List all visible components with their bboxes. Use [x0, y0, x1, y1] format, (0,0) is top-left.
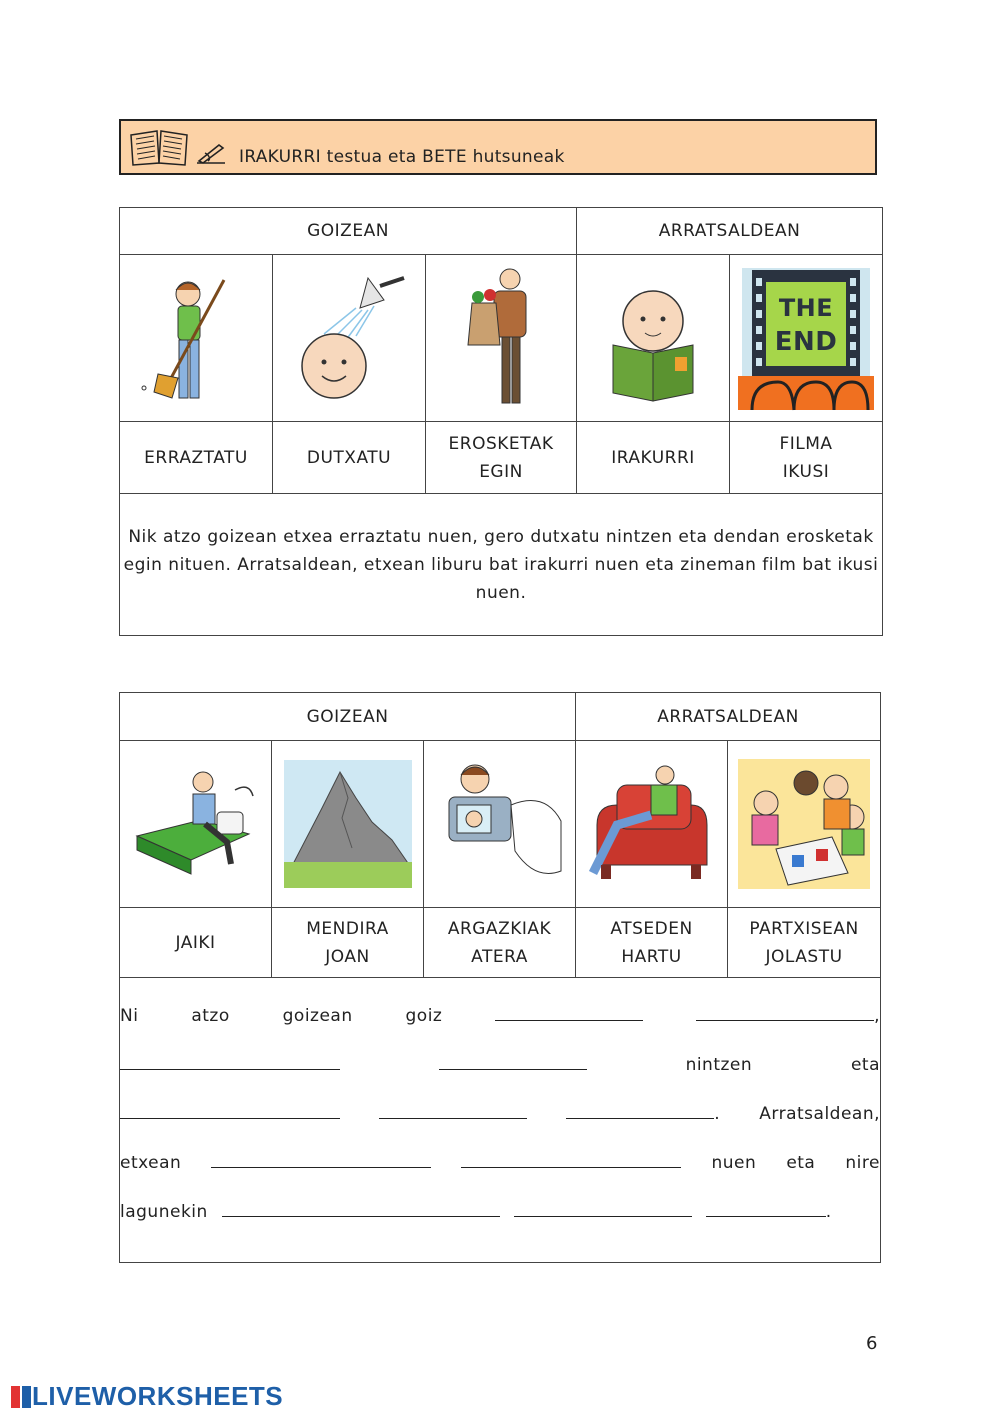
word: nintzen: [685, 1054, 753, 1075]
page-number: 6: [866, 1333, 878, 1354]
cinema-image: [730, 255, 883, 422]
getting-up-image: [120, 741, 272, 908]
label-cell: ERRAZTATU: [120, 422, 273, 494]
end-text: END: [774, 327, 838, 357]
writing-hand-icon: [195, 141, 227, 165]
sweeping-image: [120, 255, 273, 422]
label-cell: MENDIRA JOAN: [272, 908, 424, 978]
word: lagunekin: [120, 1201, 208, 1222]
fill-line-2: [120, 1047, 880, 1096]
blank-field[interactable]: [495, 998, 643, 1021]
example-table: [119, 207, 883, 636]
label-cell: PARTXISEAN JOLASTU: [728, 908, 881, 978]
fill-line-4: [120, 1145, 880, 1194]
word: goiz: [405, 1005, 443, 1026]
punctuation: .: [714, 1103, 721, 1124]
word: Arratsaldean,: [759, 1103, 881, 1124]
word: etxean: [120, 1152, 182, 1173]
parcheesi-image: [728, 741, 881, 908]
resting-image: [576, 741, 728, 908]
label-cell: JAIKI: [120, 908, 272, 978]
blank-field[interactable]: [706, 1194, 826, 1217]
blank-field[interactable]: [120, 1096, 340, 1119]
label-cell: FILMA IKUSI: [730, 422, 883, 494]
blank-field[interactable]: [461, 1145, 681, 1168]
punctuation: .: [825, 1201, 832, 1222]
instruction-text: IRAKURRI testua eta BETE hutsuneak: [239, 147, 565, 167]
fill-line-1: [120, 998, 880, 1047]
reading-image: [577, 255, 730, 422]
section-afternoon: ARRATSALDEAN: [576, 693, 881, 741]
word: eta: [850, 1054, 880, 1075]
open-book-icon: [129, 127, 189, 167]
camera-image: [424, 741, 576, 908]
label-cell: DUTXATU: [273, 422, 426, 494]
blank-field[interactable]: [514, 1194, 692, 1217]
shopping-image: [426, 255, 577, 422]
exercise-table: [119, 692, 881, 1263]
word: Ni: [120, 1005, 139, 1026]
label-cell: ARGAZKIAK ATERA: [424, 908, 576, 978]
blank-field[interactable]: [120, 1047, 340, 1070]
word: nire: [845, 1152, 880, 1173]
section-morning: GOIZEAN: [120, 208, 577, 255]
fill-line-5: [120, 1194, 880, 1243]
brand-name: LIVEWORKSHEETS: [32, 1381, 284, 1411]
mountain-image: [272, 741, 424, 908]
section-afternoon: ARRATSALDEAN: [577, 208, 883, 255]
word: nuen: [711, 1152, 757, 1173]
blank-field[interactable]: [566, 1096, 714, 1119]
blank-field[interactable]: [211, 1145, 431, 1168]
the-text: THE: [778, 294, 834, 322]
word: eta: [786, 1152, 816, 1173]
fill-line-3: [120, 1096, 880, 1145]
label-cell: IRAKURRI: [577, 422, 730, 494]
label-cell: ATSEDEN HARTU: [576, 908, 728, 978]
blank-field[interactable]: [696, 998, 874, 1021]
word: atzo: [191, 1005, 230, 1026]
liveworksheets-logo-icon: [10, 1385, 32, 1409]
liveworksheets-brand: [10, 1381, 283, 1412]
word: goizean: [282, 1005, 353, 1026]
fill-in-text: [120, 978, 881, 1263]
blank-field[interactable]: [439, 1047, 587, 1070]
label-cell: EROSKETAK EGIN: [426, 422, 577, 494]
blank-field[interactable]: [222, 1194, 500, 1217]
shower-image: [273, 255, 426, 422]
section-morning: GOIZEAN: [120, 693, 576, 741]
example-story: Nik atzo goizean etxea erraztatu nuen, gero dutxatu nintzen eta dendan erosketak egin nituen. Arratsaldean, etxean liburu bat irakurri nuen eta zineman film bat ikusi nuen.: [120, 494, 883, 636]
instruction-header: [119, 119, 877, 175]
punctuation: ,: [874, 1005, 880, 1026]
blank-field[interactable]: [379, 1096, 527, 1119]
